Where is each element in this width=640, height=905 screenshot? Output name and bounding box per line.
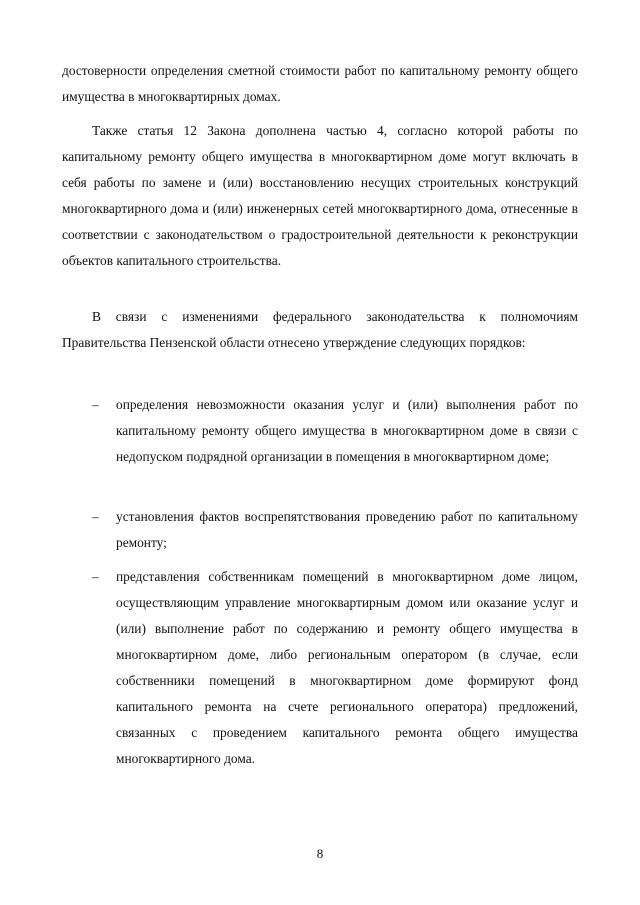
list-bullet: – — [92, 509, 99, 524]
paragraph-changes: В связи с изменениями федерального законодательства к полномочиям Правительства Пензенской области отнесено утверждение следующих порядков: — [62, 309, 578, 350]
list-item-text: представления собственникам помещений в многоквартирном доме лицом, осуществляющим управление многоквартирным домом или оказание услуг и (или) выполнение работ по содержанию и ремонту общего имущества в многоквартирном доме, либо региональным оператором (в случае, если собственники помещений в многоквартирном доме формируют фонд капитального ремонта на счете регионального оператора) предложений, связанных с проведением капитального ремонта общего имущества многоквартирного дома. — [116, 569, 578, 766]
list-bullet: – — [92, 397, 99, 412]
list-item-text: определения невозможности оказания услуг и (или) выполнения работ по капитальному ремонту общего имущества в многоквартирном доме в связи с недопуском подрядной организации в помещения в многоквартирном доме; — [116, 397, 578, 464]
list-item — [62, 392, 578, 470]
paragraph-article-12: Также статья 12 Закона дополнена частью 4, согласно которой работы по капитальному ремонту общего имущества в многоквартирном доме могут включать в себя работы по замене и (или) восстановлению несущих строительных конструкций многоквартирного дома и (или) инженерных сетей многоквартирного дома, отнесенные в соответствии с законодательством о градостроительной деятельности к реконструкции объектов капитального строительства. — [62, 123, 578, 268]
list-item — [62, 564, 578, 772]
paragraph-continuation: достоверности определения сметной стоимости работ по капитальному ремонту общего имущества в многоквартирных домах. — [62, 63, 578, 104]
list-item — [62, 504, 578, 556]
list-item-text: установления фактов воспрепятствования проведению работ по капитальному ремонту; — [116, 509, 578, 550]
page-number: 8 — [316, 846, 324, 861]
list-bullet: – — [92, 569, 99, 584]
